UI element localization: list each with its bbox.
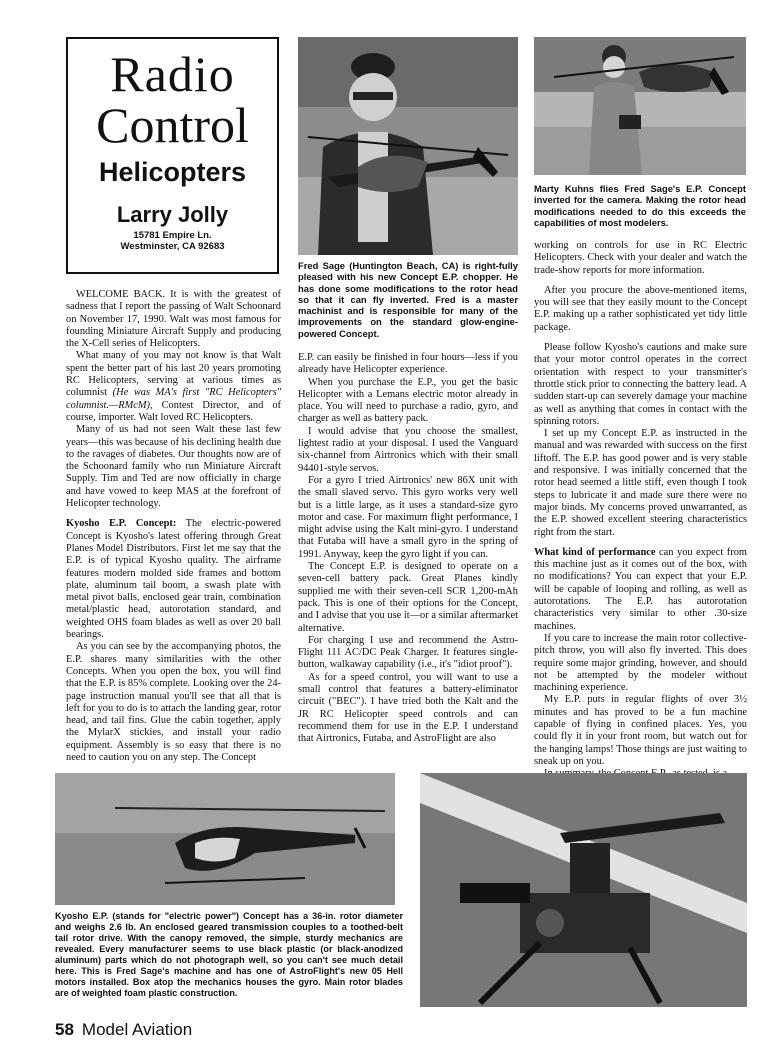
text-column-1: [66, 289, 281, 767]
col3-paragraph: Please follow Kyosho's cautions and make sure that your motor control operates in the correct orientation with respect to your transmitter's throttle stick prior to connecting the battery lead. A sudden start-up can severely damage your machine as well as anything that comes in contact with the spinning rotors.: [534, 342, 747, 427]
caption-marty: Marty Kuhns flies Fred Sage's E.P. Concept inverted for the camera. Making the rotor head modifications needed to do this exceeds the capabilities of most modelers.: [534, 183, 746, 228]
col2-paragraph: When you purchase the E.P., you get the basic Helicopter with a Lemans electric motor already in place. You will need to purchase a radio, gyro, and charger as well as battery pack.: [298, 376, 518, 425]
page-footer: [55, 1020, 192, 1040]
text-column-2: [298, 352, 518, 767]
photo-mechanics-closeup: [420, 773, 747, 1007]
photo-marty-kuhns: [534, 37, 746, 175]
col2-paragraph: E.P. can easily be finished in four hours—less if you already have Helicopter experience.: [298, 352, 518, 376]
col2-paragraph: The Concept E.P. is designed to operate on a seven-cell battery pack. Great Planes kindly supplied me with their seven-cell SCR 1,200-mAh pack. This is one of their options for the Concept, and I advise that you use it—or a similar aftermarket alternative.: [298, 561, 518, 634]
col3-paragraph: [534, 547, 747, 633]
section-heading: Kyosho E.P. Concept:: [66, 518, 177, 530]
col2-paragraph: As for a speed control, you will want to use a small control that features a battery-eliminator circuit ("BEC"). I have tried both the Kalt and the JR RC Helicopter speed controls and can recommend them for use in the E.P. I understand that Airtronics, Futaba, and AstroFlight are also: [298, 671, 518, 745]
caption-kyosho: Kyosho E.P. (stands for "electric power") Concept has a 36-in. rotor diameter and weighs 2.6 lb. An enclosed geared transmission couples to a toothed-belt tail rotor drive. With the canopy removed, the simple, sturdy mechanics are revealed. Every manufacturer seems to use black plastic (or black-anodized aluminum) parts which do not photograph well, so you can't see much detail here. This is Fred Sage's machine and has one of AstroFlight's new 05 Hell motors installed. Box atop the mechanics houses the gyro. Main rotor blades are of weighted foam plastic construction.: [55, 911, 403, 998]
col2-paragraph: For charging I use and recommend the Astro-Flight 111 AC/DC Peak Charger. It features single-button, walkaway capability (i.e., it's "idiot proof").: [298, 634, 518, 671]
col1-paragraph: WELCOME BACK. It is with the greatest of sadness that I report the passing of Walt Schoonard on November 17, 1990. Walt was most famous for founding Miniature Aircraft Supply and producing the X-Cell series of Helicopters.: [66, 289, 281, 350]
col1-paragraph: Many of us had not seen Walt these last few years—this was because of his declining health due to the ravages of diabetes. Our thoughts now are of the Schoonard family who run Miniature Aircraft Supply. Tim and Ted are now officially in charge and have vowed to keep MAS at the forefront of Helicopter technology.: [66, 424, 281, 510]
photo-kyosho-grass: [55, 773, 395, 905]
photo-fred-sage: [298, 37, 518, 255]
text-column-3: [534, 240, 747, 767]
author-address-1: 15781 Empire Ln.: [133, 230, 212, 241]
col1-paragraph: As you can see by the accompanying photos, the E.P. shares many similarities with the other Concepts. When you open the box, you will find that the E.P. is 85% complete. Looking over the 24-page instruction manual you'll see that all that is left for you to do is to attach the landing gear, rotor head, and tail fins. Glue the cabin together, apply the MylarX stickies, and install your radio equipment. Assembly is so easy that there is no need to caution you on any step. The Concept: [66, 641, 281, 763]
col2-paragraph: For a gyro I tried Airtronics' new 86X unit with the small slaved servo. This gyro works very well but is a little large, as it uses a standard-size gyro motor and case. For maximum flight performance, I might advise using the Kalt mini-gyro. I understand that Futaba will have a small gyro in the spring of 1991. Anyway, keep the gyro light if you can.: [298, 474, 518, 560]
caption-fred: Fred Sage (Huntington Beach, CA) is right-fully pleased with his new Concept E.P. chopper. He has done some modifications to the rotor head so that it can fly inverted. Fred is a master machinist and is responsible for many of the improvements on the standard glow-engine-powered Concept.: [298, 260, 518, 339]
title-control: Control: [96, 97, 249, 153]
magazine-name: Model Aviation: [81, 1020, 193, 1039]
column-title-box: [66, 37, 279, 274]
col1-paragraph: [66, 518, 281, 641]
col3-paragraph: My E.P. puts in regular flights of over 3½ minutes and has proved to be a fun machine capable of flying in confined places. Yes, you could fly it in your front room, but watch out for the hanging lamps! Those things are just waiting to sneak up on you.: [534, 694, 747, 767]
col3-paragraph: After you procure the above-mentioned items, you will see that they easily mount to the Concept E.P. making up a rather sophisticated yet tidy little package.: [534, 284, 747, 333]
title-radio: Radio: [110, 46, 235, 102]
col3-paragraph: I set up my Concept E.P. as instructed in the manual and was rewarded with success on the first liftoff. The E.P. has good power and is very stable and responsive. I was initially concerned that the rotor head seemed a little stiff, even though I took steps to lubricate it and made sure there were no major binds. My concerns proved unwarranted, as the E.P. showed excellent steering characteristics right from the start.: [534, 428, 747, 538]
col3-text: can you expect from this machine just as it comes out of the box, with no modifications? You can expect that your E.P. will be capable of looping and rolling, as well as autorotations. The E.P. has autorotation characteristics very similar to other .30-size machines.: [534, 546, 747, 632]
editor-note: (He was MA's first "RC Helicopters" columnist.—RMcM),: [66, 387, 281, 411]
col1-text: The electric-powered Concept is Kyosho's latest offering through Great Planes Model Distributors. First let me say that the E.P. is of typical Kyosho quality. The airframe features modern molded side frames and bottom plate, aluminum tail boom, a swash plate with metal pivot balls, enclosed gear train, combination metal/plastic head, autorotation standard, and weighted OHS foam blades as well as over 20 ball bearings.: [66, 518, 282, 641]
page-number: 58: [55, 1020, 74, 1039]
title-helicopters: Helicopters: [98, 157, 247, 187]
col2-paragraph: I would advise that you choose the smallest, lightest radio at your disposal. I used the Vanguard six-channel from Airtronics which with their small 94401-style servos.: [298, 425, 518, 474]
col3-paragraph: working on controls for use in RC Electric Helicopters. Check with your dealer and watch the trade-show reports for more information.: [534, 240, 747, 276]
col1-text: Contest Director, and of course, importer. Walt loved RC Helicopters.: [66, 399, 281, 423]
section-heading: What kind of performance: [534, 546, 656, 558]
author-address-2: Westminster, CA 92683: [120, 241, 225, 252]
col1-text: What many of you may not know is that Walt spent the better part of his last 20 years promoting RC Helicopters, serving at various times as columnist: [66, 350, 281, 399]
author-name: Larry Jolly: [116, 202, 229, 227]
col3-paragraph: If you care to increase the main rotor collective-pitch throw, you will also fly inverted. This does require some major grinding, however, and should not be attempted by the modeler without machining experience.: [534, 632, 747, 694]
col1-paragraph: [66, 350, 281, 424]
